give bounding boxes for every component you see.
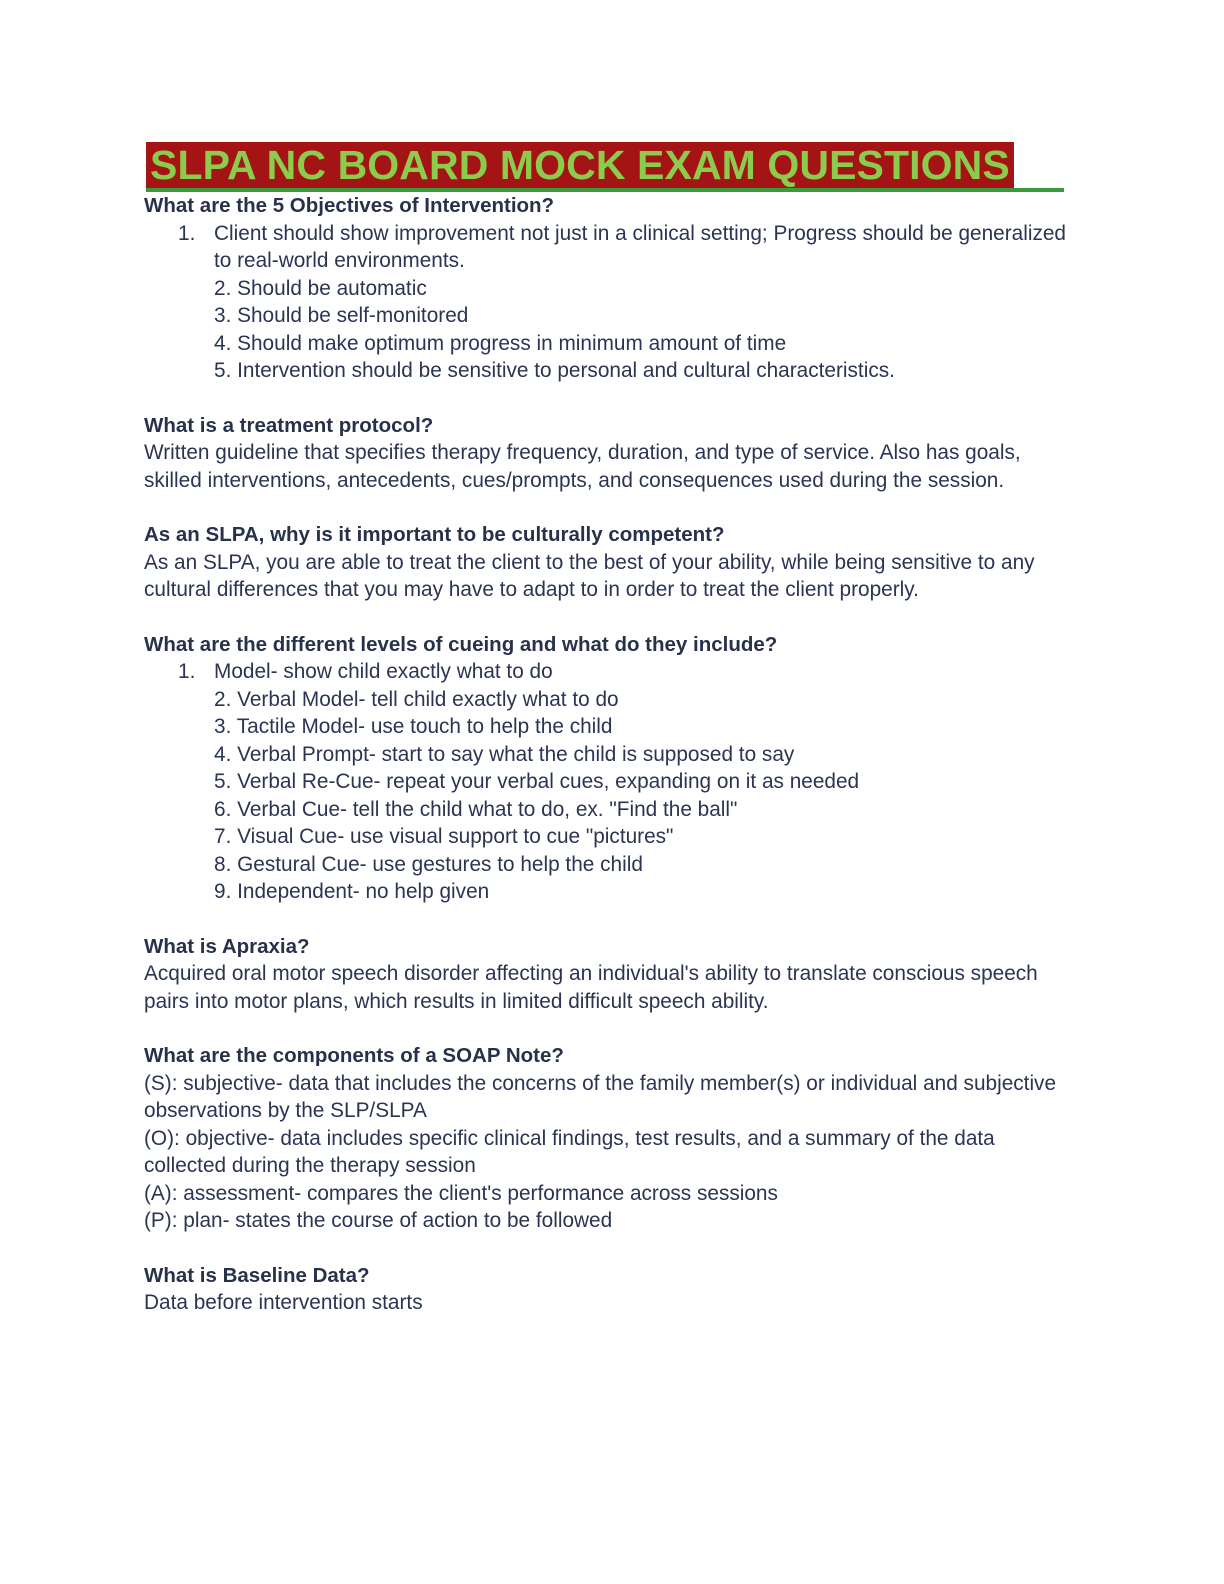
list-item: 3. Should be self-monitored [214,304,469,327]
list-item-text: Client should show improvement not just in a clinical setting; Progress should be generalized to real-world environments. [214,221,1066,272]
document-page [144,142,1074,1317]
question-baseline: What is Baseline Data? [144,1263,370,1287]
list-item [144,658,1074,686]
section-cueing [144,631,1074,906]
cueing-list [144,658,1074,906]
list-item: 3. Tactile Model- use touch to help the child [214,715,613,738]
list-item: 2. Verbal Model- tell child exactly what to do [214,687,619,711]
list-item-text: Model- show child exactly what to do [214,660,553,683]
soap-subjective: (S): subjective- data that includes the concerns of the family member(s) or individual and subjective observations by the SLP/SLPA [144,1071,1057,1122]
question-objectives: What are the 5 Objectives of Intervention? [144,194,555,217]
list-item: 6. Verbal Cue- tell the child what to do, ex. "Find the ball" [214,797,738,821]
list-item: 7. Visual Cue- use visual support to cue "pictures" [214,825,674,848]
list-number: 1. [178,221,196,245]
answer-baseline: Data before intervention starts [144,1291,423,1314]
question-cultural: As an SLPA, why is it important to be culturally competent? [144,523,725,546]
question-protocol: What is a treatment protocol? [144,413,434,437]
list-item: 5. Intervention should be sensitive to personal and cultural characteristics. [214,359,895,382]
section-soap [144,1042,1074,1235]
section-apraxia [144,933,1074,1016]
question-soap: What are the components of a SOAP Note? [144,1044,564,1067]
answer-cultural: As an SLPA, you are able to treat the client to the best of your ability, while being sensitive to any cultural differences that you may have to adapt to in order to treat the client properly. [144,550,1035,601]
list-number: 1. [178,660,196,683]
question-apraxia: What is Apraxia? [144,934,310,958]
answer-protocol: Written guideline that specifies therapy frequency, duration, and type of service. Also has goals, skilled interventions, antecedents, cues/prompts, and consequences used during the session. [144,441,1021,492]
soap-plan: (P): plan- states the course of action to be followed [144,1209,613,1232]
soap-assessment: (A): assessment- compares the client's performance across sessions [144,1181,778,1205]
list-item: 2. Should be automatic [214,276,427,300]
soap-objective: (O): objective- data includes specific clinical findings, test results, and a summary of the data collected during the therapy session [144,1126,995,1177]
list-item [144,220,1074,275]
answer-apraxia: Acquired oral motor speech disorder affecting an individual's ability to translate conscious speech pairs into motor plans, which results in limited difficult speech ability. [144,962,1038,1013]
objectives-list [144,220,1074,385]
document-title: SLPA NC BOARD MOCK EXAM QUESTIONS [146,142,1014,188]
title-banner [144,142,1074,192]
section-objectives [144,192,1074,385]
section-baseline [144,1262,1074,1317]
list-item: 5. Verbal Re-Cue- repeat your verbal cues, expanding on it as needed [214,770,860,793]
list-item: 9. Independent- no help given [214,880,490,903]
list-item: 8. Gestural Cue- use gestures to help the child [214,852,643,876]
section-protocol [144,412,1074,495]
list-item: 4. Verbal Prompt- start to say what the child is supposed to say [214,742,795,766]
question-cueing: What are the different levels of cueing and what do they include? [144,632,778,656]
section-cultural [144,521,1074,604]
list-item: 4. Should make optimum progress in minimum amount of time [214,331,787,355]
